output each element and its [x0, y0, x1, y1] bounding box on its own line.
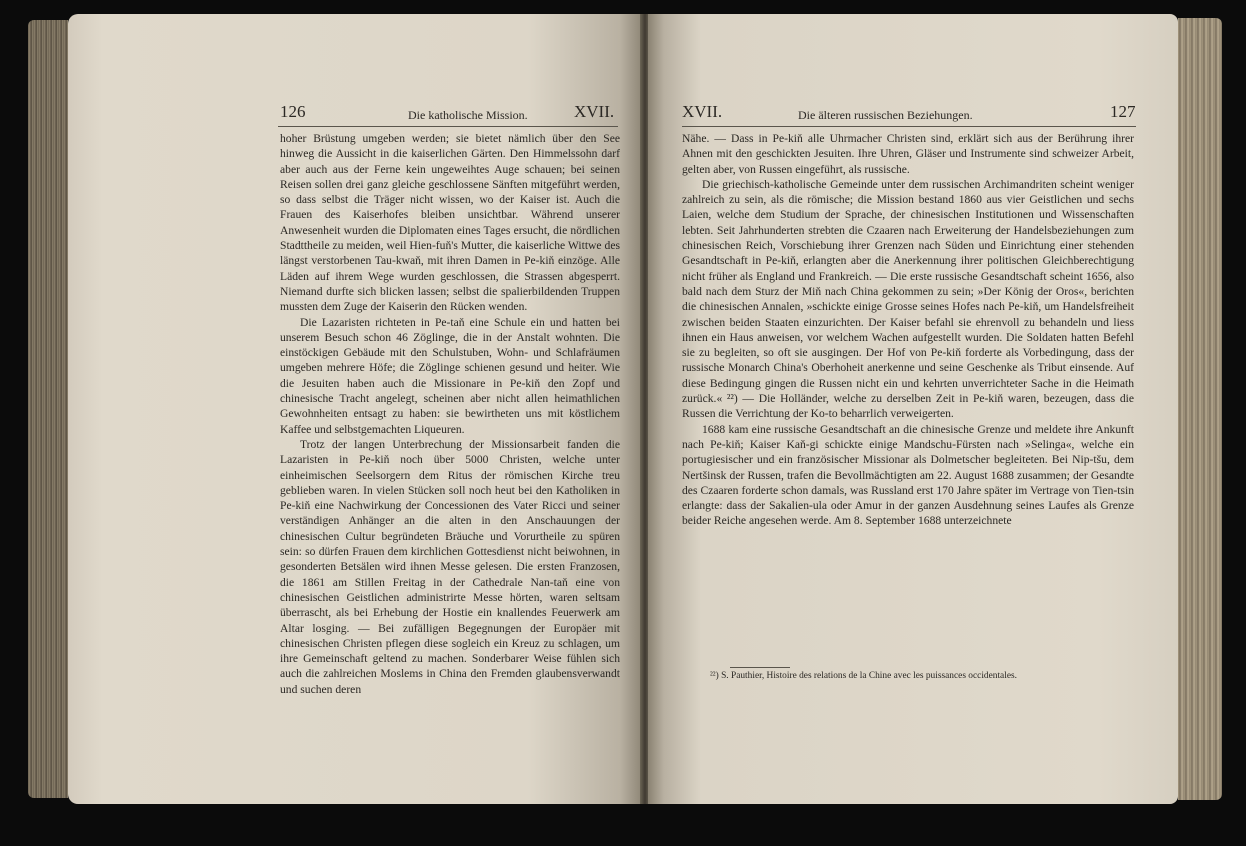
open-book — [28, 14, 1222, 804]
right-page — [648, 14, 1178, 804]
right-paragraph-2: Die griechisch-katholische Gemeinde unter dem russischen Archimandriten scheint weniger zahlreich zu sein, als die römische; die Mission bestand 1860 aus vier Geistlichen und sechs Laien, welche dem Studium der Sprache, der chinesischen Institutionen und Wissenschaften lebten. Seit Jahrhunderten strebten die Czaaren nach Erweiterung der Handelsbeziehungen zum chinesischen Reich, Vorschiebung ihrer Grenzen nach Süden und Einrichtung einer stehenden Gesandtschaft in Pe-kiň, erlangten aber die Anerkennung ihrer politischen Gleichberechtigung nicht früher als England und Frankreich. — Die erste russische Gesandtschaft scheint 1656, also bald nach dem Sturz der Miň nach China gekommen zu sein; »Der König der Oros«, berichten die chinesischen Annalen, »schickte einige Grosse seines Hofes nach Pe-kiň, um Handelsfreiheit zwischen beiden Staaten einzurichten. Der Kaiser befahl sie ehrenvoll zu behandeln und liess ihnen ein Haus anweisen, vor welchem Wachen aufgestellt wurden. Die Soldaten hatten Befehl sie zu begleiten, so oft sie ausgingen. Der Hof von Pe-kiň forderte als Vorbedingung, dass der russische Monarch China's Oberhoheit anerkenne und seine Geschenke als Tribut einsende. Auf diese Bedingung gingen die Russen nicht ein und kehrten unverrichteter Sache in die Heimath zurück.« ²²) — Die Holländer, welche zu derselben Zeit in Pe-kiň waren, bezeugen, dass die Russen die Verrichtung der Ko-to beharrlich verweigerten. — [682, 177, 1134, 421]
page-number-left: 126 — [280, 102, 306, 121]
header-rule-left — [278, 126, 618, 127]
page-number-right: 127 — [1110, 102, 1136, 121]
left-paragraph-2: Die Lazaristen richteten in Pe-taň eine Schule ein und hatten bei unserem Besuch schon 46 Zöglinge, die in der Anstalt wohnten. Die einstöckigen Gebäude mit den Schulstuben, Wohn- und Schlafräumen umgeben mehrere Höfe; die Zöglinge schienen gesund und heiter. Wie die Jesuiten haben auch die Missionare in Pe-kiň den Zopf und chinesische Tracht angelegt, scheinen aber nicht allen heimathlichen Gewohnheiten entsagt zu haben: sie bewirtheten uns mit köstlichem Kaffee und selbstgemachten Liqueuren. — [280, 315, 620, 436]
running-head-right: Die älteren russischen Beziehungen. — [798, 108, 973, 122]
left-paragraph-3: Trotz der langen Unterbrechung der Missionsarbeit fanden die Lazaristen in Pe-kiň noch über 5000 Christen, welche unter einheimischen Seelsorgern dem Ritus der römischen Kirche treu geblieben waren. In vielen Stücken soll noch heut bei den Katholiken in Pe-kiň eine Nachwirkung der Concessionen des Vater Ricci und seiner verständigen Anhänger an die alten in den Anschauungen der chinesischen Cultur begründeten Bräuche und Vorurtheile zu spüren sein: so dürfen Frauen dem kirchlichen Gottesdienst nicht beiwohnen, in gesonderten Betsälen wird ihnen Messe gelesen. Die ersten Franzosen, die 1861 am Stillen Freitag in der Cathedrale Nan-taň eine von chinesischen Geistlichen administrirte Messe hörten, waren seltsam überrascht, als bei Erhebung der Hostie ein knallendes Feuerwerk am Altar losging. — Bei zufälligen Begegnungen der Europäer mit chinesischen Christen pflegen diese sogleich ein Kreuz zu schlagen, um ihre Gemeinschaft geltend zu machen. Sonderbarer Weise fühlen sich auch die zahlreichen Moslems in China den Fremden glaubensverwandt und suchen deren — [280, 437, 620, 696]
right-paragraph-1: Nähe. — Dass in Pe-kiň alle Uhrmacher Christen sind, erklärt sich aus der Berührung ihrer Ahnen mit den geschickten Jesuiten. Ihre Uhren, Gläser und Instrumente sind schweizer Arbeit, gelten aber, von Russen eingeführt, als russische. — [682, 132, 1134, 176]
chapter-number-right: XVII. — [682, 102, 723, 121]
right-page-text — [682, 131, 1134, 529]
right-paragraph-3: 1688 kam eine russische Gesandtschaft an die chinesische Grenze und meldete ihre Ankunft nach Pe-kiň; Kaiser Kaň-gi schickte einige Mandschu-Fürsten nach »Selinga«, welche ein portugiesischer und ein französischer Missionar als Dolmetscher begleiteten. Bei Nip-tšu, dem Nertšinsk der Russen, trafen die Bevollmächtigten am 22. August 1688 zusammen; der Gesandte des Czaaren forderte schon damals, was Russland erst 170 Jahre später im Vertrage von Tien-tsin erlangte: dass der Sakalien-ula oder Amur in der ganzen Ausdehnung seines Laufes als Grenze beider Reiche angesehen werde. Am 8. September 1688 unterzeichnete — [682, 422, 1134, 528]
left-page — [68, 14, 643, 804]
footnote: ²²) S. Pauthier, Histoire des relations de la Chine avec les puissances occidentales. — [710, 671, 1017, 681]
left-page-edges — [28, 20, 68, 798]
running-head-left: Die katholische Mission. — [408, 108, 528, 122]
header-rule-right — [682, 126, 1136, 127]
right-page-edges — [1178, 18, 1222, 800]
footnote-rule — [730, 667, 790, 668]
left-paragraph-1: hoher Brüstung umgeben werden; sie bietet nämlich über den See hinweg die Aussicht in die kaiserlichen Gärten. Den Himmelssohn darf aber auch aus der Ferne kein ungeweihtes Auge schauen; bei seinen Reisen sollen drei ganz gleiche geschlossene Sänften mitgeführt werden, so dass selbst die Träger nicht wissen, wo der Kaiser ist. Auch die Frauen des Kaiserhofes bleiben unsichtbar. Während unserer Anwesenheit wurden die Diplomaten eines Tages ersucht, die nördlichen Stadttheile zu meiden, weil Hien-fuň's Mutter, die kaiserliche Wittwe des längst verstorbenen Tau-kwaň, mit ihren Damen in Pe-kiň einzöge. Alle Läden auf ihrem Wege wurden geschlossen, die Strassen abgesperrt. Niemand durfte sich blicken lassen; selbst die spalierbildenden Truppen mussten dem Zuge der Kaiserin den Rücken wenden. — [280, 132, 620, 314]
left-page-text — [280, 131, 620, 697]
chapter-number-left: XVII. — [574, 102, 615, 121]
